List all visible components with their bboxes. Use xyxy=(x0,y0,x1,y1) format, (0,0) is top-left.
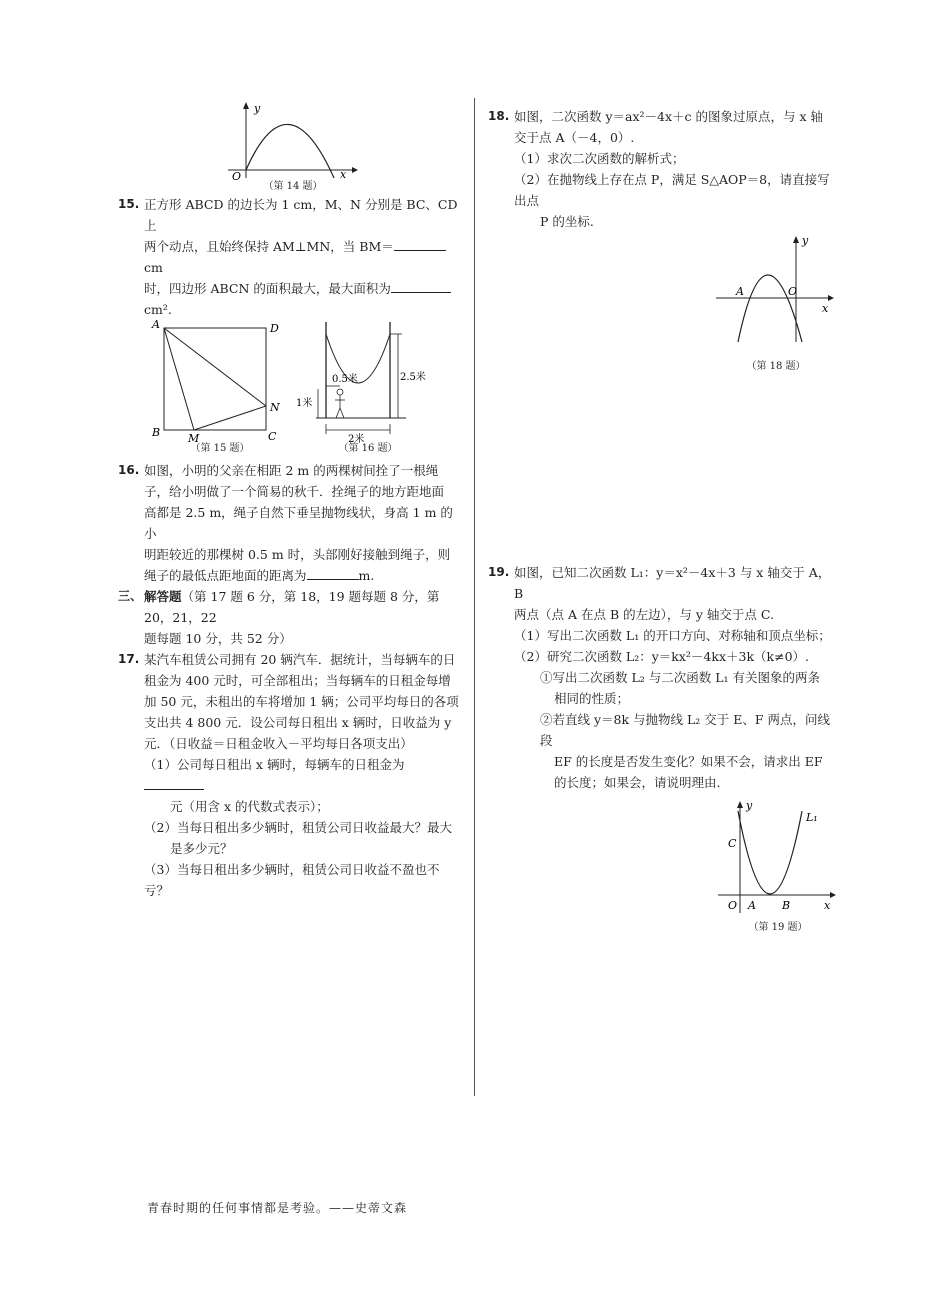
fig19-label-L1: L₁ xyxy=(806,811,818,824)
section-3-line1 xyxy=(144,586,463,628)
figure-16-caption: （第 16 题） xyxy=(338,443,398,454)
question-16 xyxy=(118,460,463,586)
question-19-number: 19. xyxy=(488,565,510,579)
column-divider xyxy=(474,98,475,1096)
q18-part2: （2）在抛物线上存在点 P，满足 S△AOP＝8，请直接写出点 xyxy=(514,172,830,208)
fig14-y-label: y xyxy=(254,102,261,115)
fig16-label-2m: 2米 xyxy=(348,434,365,445)
fig16-label-25m: 2.5米 xyxy=(400,372,426,383)
q17-line5: 元．（日收益＝日租金收入－平均每日各项支出） xyxy=(144,736,413,751)
q19-line1: 如图，已知二次函数 L₁：y＝x²－4x＋3 与 x 轴交于 A，B xyxy=(514,565,831,601)
q19-sub2-cont2: 的长度；如果会，请说明理由. xyxy=(554,775,721,790)
question-18 xyxy=(488,106,833,232)
question-15 xyxy=(118,194,463,320)
footer-quote: 青春时期的任何事情都是考验。——史蒂文森 xyxy=(147,1201,408,1215)
q16-line5-text: 绳子的最低点距地面的距离为 xyxy=(144,568,307,583)
q17-answer-blank[interactable] xyxy=(144,777,204,790)
q16-line5 xyxy=(144,565,463,586)
fig15-label-B: B xyxy=(152,426,161,439)
q15-line4: cm². xyxy=(144,302,172,317)
fig16-label-1m: 1米 xyxy=(296,398,313,409)
figure-18-caption: （第 18 题） xyxy=(746,361,806,372)
q19-sub1-cont: 相同的性质； xyxy=(554,691,630,706)
q16-line2: 子，给小明做了一个简易的秋千．拴绳子的地方距地面 xyxy=(144,484,445,499)
q19-part2: （2）研究二次函数 L₂：y＝kx²－4kx＋3k（k≠0）. xyxy=(514,649,810,664)
q17-line4: 支出共 4 800 元．设公司每日租出 x 辆时，日收益为 y xyxy=(144,715,452,730)
fig19-label-B: B xyxy=(782,899,791,912)
fig18-y-label: y xyxy=(802,234,809,247)
fig14-origin-label: O xyxy=(232,170,242,183)
fig19-y-label: y xyxy=(746,799,753,812)
fig14-x-label: x xyxy=(340,168,347,181)
q15-line2-text: 两个动点，且始终保持 AM⊥MN，当 BM＝ xyxy=(144,239,394,254)
q15-line1: 正方形 ABCD 的边长为 1 cm，M、N 分别是 BC、CD 上 xyxy=(144,197,458,233)
fig18-label-A: A xyxy=(736,285,744,298)
fig19-x-label: x xyxy=(824,899,831,912)
q17-part2: （2）当每日租出多少辆时，租赁公司日收益最大？最大 xyxy=(144,820,452,835)
question-15-number: 15. xyxy=(118,197,140,211)
q17-line1: 某汽车租赁公司拥有 20 辆汽车．据统计，当每辆车的日 xyxy=(144,652,456,667)
q18-line1: 如图，二次函数 y＝ax²－4x＋c 的图象过原点，与 x 轴 xyxy=(514,109,824,124)
fig15-label-A: A xyxy=(152,318,160,331)
q17-part1-cont: 元（用含 x 的代数式表示）； xyxy=(170,799,329,814)
fig19-label-O: O xyxy=(728,899,738,912)
q16-answer-blank[interactable] xyxy=(307,567,359,580)
q16-line3: 高都是 2.5 m，绳子自然下垂呈抛物线状，身高 1 m 的小 xyxy=(144,505,453,541)
fig16-label-05m: 0.5米 xyxy=(332,374,358,385)
figures-15-16 xyxy=(150,320,463,460)
q17-part1 xyxy=(144,754,463,796)
figure-19 xyxy=(718,797,838,935)
section-3-points: （第 17 题 6 分，第 18，19 题每题 8 分，第 20，21，22 xyxy=(144,589,440,625)
right-column xyxy=(488,106,833,935)
fig18-x-label: x xyxy=(822,302,829,315)
left-column xyxy=(118,100,463,901)
question-16-number: 16. xyxy=(118,463,140,477)
q15-answer-blank-2[interactable] xyxy=(391,280,451,293)
section-3-title: 解答题 xyxy=(144,589,182,604)
q15-line2-unit: cm xyxy=(144,260,163,275)
q19-sub1: ①写出二次函数 L₂ 与二次函数 L₁ 有关图象的两条 xyxy=(540,670,821,685)
q17-line3: 加 50 元，未租出的车将增加 1 辆；公司平均每日的各项 xyxy=(144,694,459,709)
q16-line4: 明距较近的那棵树 0.5 m 时，头部刚好接触到绳子，则 xyxy=(144,547,451,562)
section-3-heading xyxy=(118,586,463,649)
q18-part1: （1）求次二次函数的解析式； xyxy=(514,151,685,166)
q19-sub2-cont1: EF 的长度是否发生变化？如果不会，请求出 EF xyxy=(554,754,823,769)
q15-line3 xyxy=(144,278,463,299)
figure-19-caption: （第 19 题） xyxy=(748,922,808,933)
question-17 xyxy=(118,649,463,901)
fig15-label-M: M xyxy=(188,432,200,445)
fig19-label-A: A xyxy=(748,899,756,912)
figure-16-swing xyxy=(296,320,446,445)
q15-line2 xyxy=(144,236,463,278)
figure-19-graph xyxy=(718,797,838,915)
q18-part2-cont: P 的坐标. xyxy=(540,214,594,229)
fig15-label-C: C xyxy=(268,430,277,443)
q16-line5-unit: m. xyxy=(358,568,375,583)
figure-15-square xyxy=(150,318,290,445)
q15-line3-text: 时，四边形 ABCN 的面积最大，最大面积为 xyxy=(144,281,391,296)
figure-18-graph xyxy=(716,234,836,346)
section-3-number: 三、 xyxy=(118,589,143,603)
q16-line1: 如图，小明的父亲在相距 2 m 的两棵树间拴了一根绳 xyxy=(144,463,439,478)
fig19-label-C: C xyxy=(728,837,737,850)
figure-18 xyxy=(716,234,836,374)
question-18-number: 18. xyxy=(488,109,510,123)
q18-line2: 交于点 A（－4，0）. xyxy=(514,130,635,145)
q15-answer-blank-1[interactable] xyxy=(394,238,446,251)
figure-14 xyxy=(228,100,358,194)
q19-part1: （1）写出二次函数 L₁ 的开口方向、对称轴和顶点坐标； xyxy=(514,628,831,643)
fig15-label-D: D xyxy=(270,322,279,335)
figure-14-caption: （第 14 题） xyxy=(263,181,323,192)
q19-line2: 两点（点 A 在点 B 的左边），与 y 轴交于点 C. xyxy=(514,607,774,622)
question-19 xyxy=(488,562,833,793)
q19-sub2: ②若直线 y＝8k 与抛物线 L₂ 交于 E、F 两点，问线段 xyxy=(540,712,831,748)
q17-part2-cont: 是多少元？ xyxy=(170,841,233,856)
fig15-label-N: N xyxy=(270,401,280,414)
figure-15-caption: （第 15 题） xyxy=(190,443,250,454)
q17-part3: （3）当每日租出多少辆时，租赁公司日收益不盈也不亏？ xyxy=(144,862,440,898)
fig18-label-O: O xyxy=(788,285,798,298)
q17-part1-text: （1）公司每日租出 x 辆时，每辆车的日租金为 xyxy=(144,757,405,772)
q17-line2: 租金为 400 元时，可全部租出；当每辆车的日租金每增 xyxy=(144,673,451,688)
section-3-line2: 题每题 10 分，共 52 分） xyxy=(144,631,292,646)
figure-14-graph xyxy=(228,100,358,183)
question-17-number: 17. xyxy=(118,652,140,666)
